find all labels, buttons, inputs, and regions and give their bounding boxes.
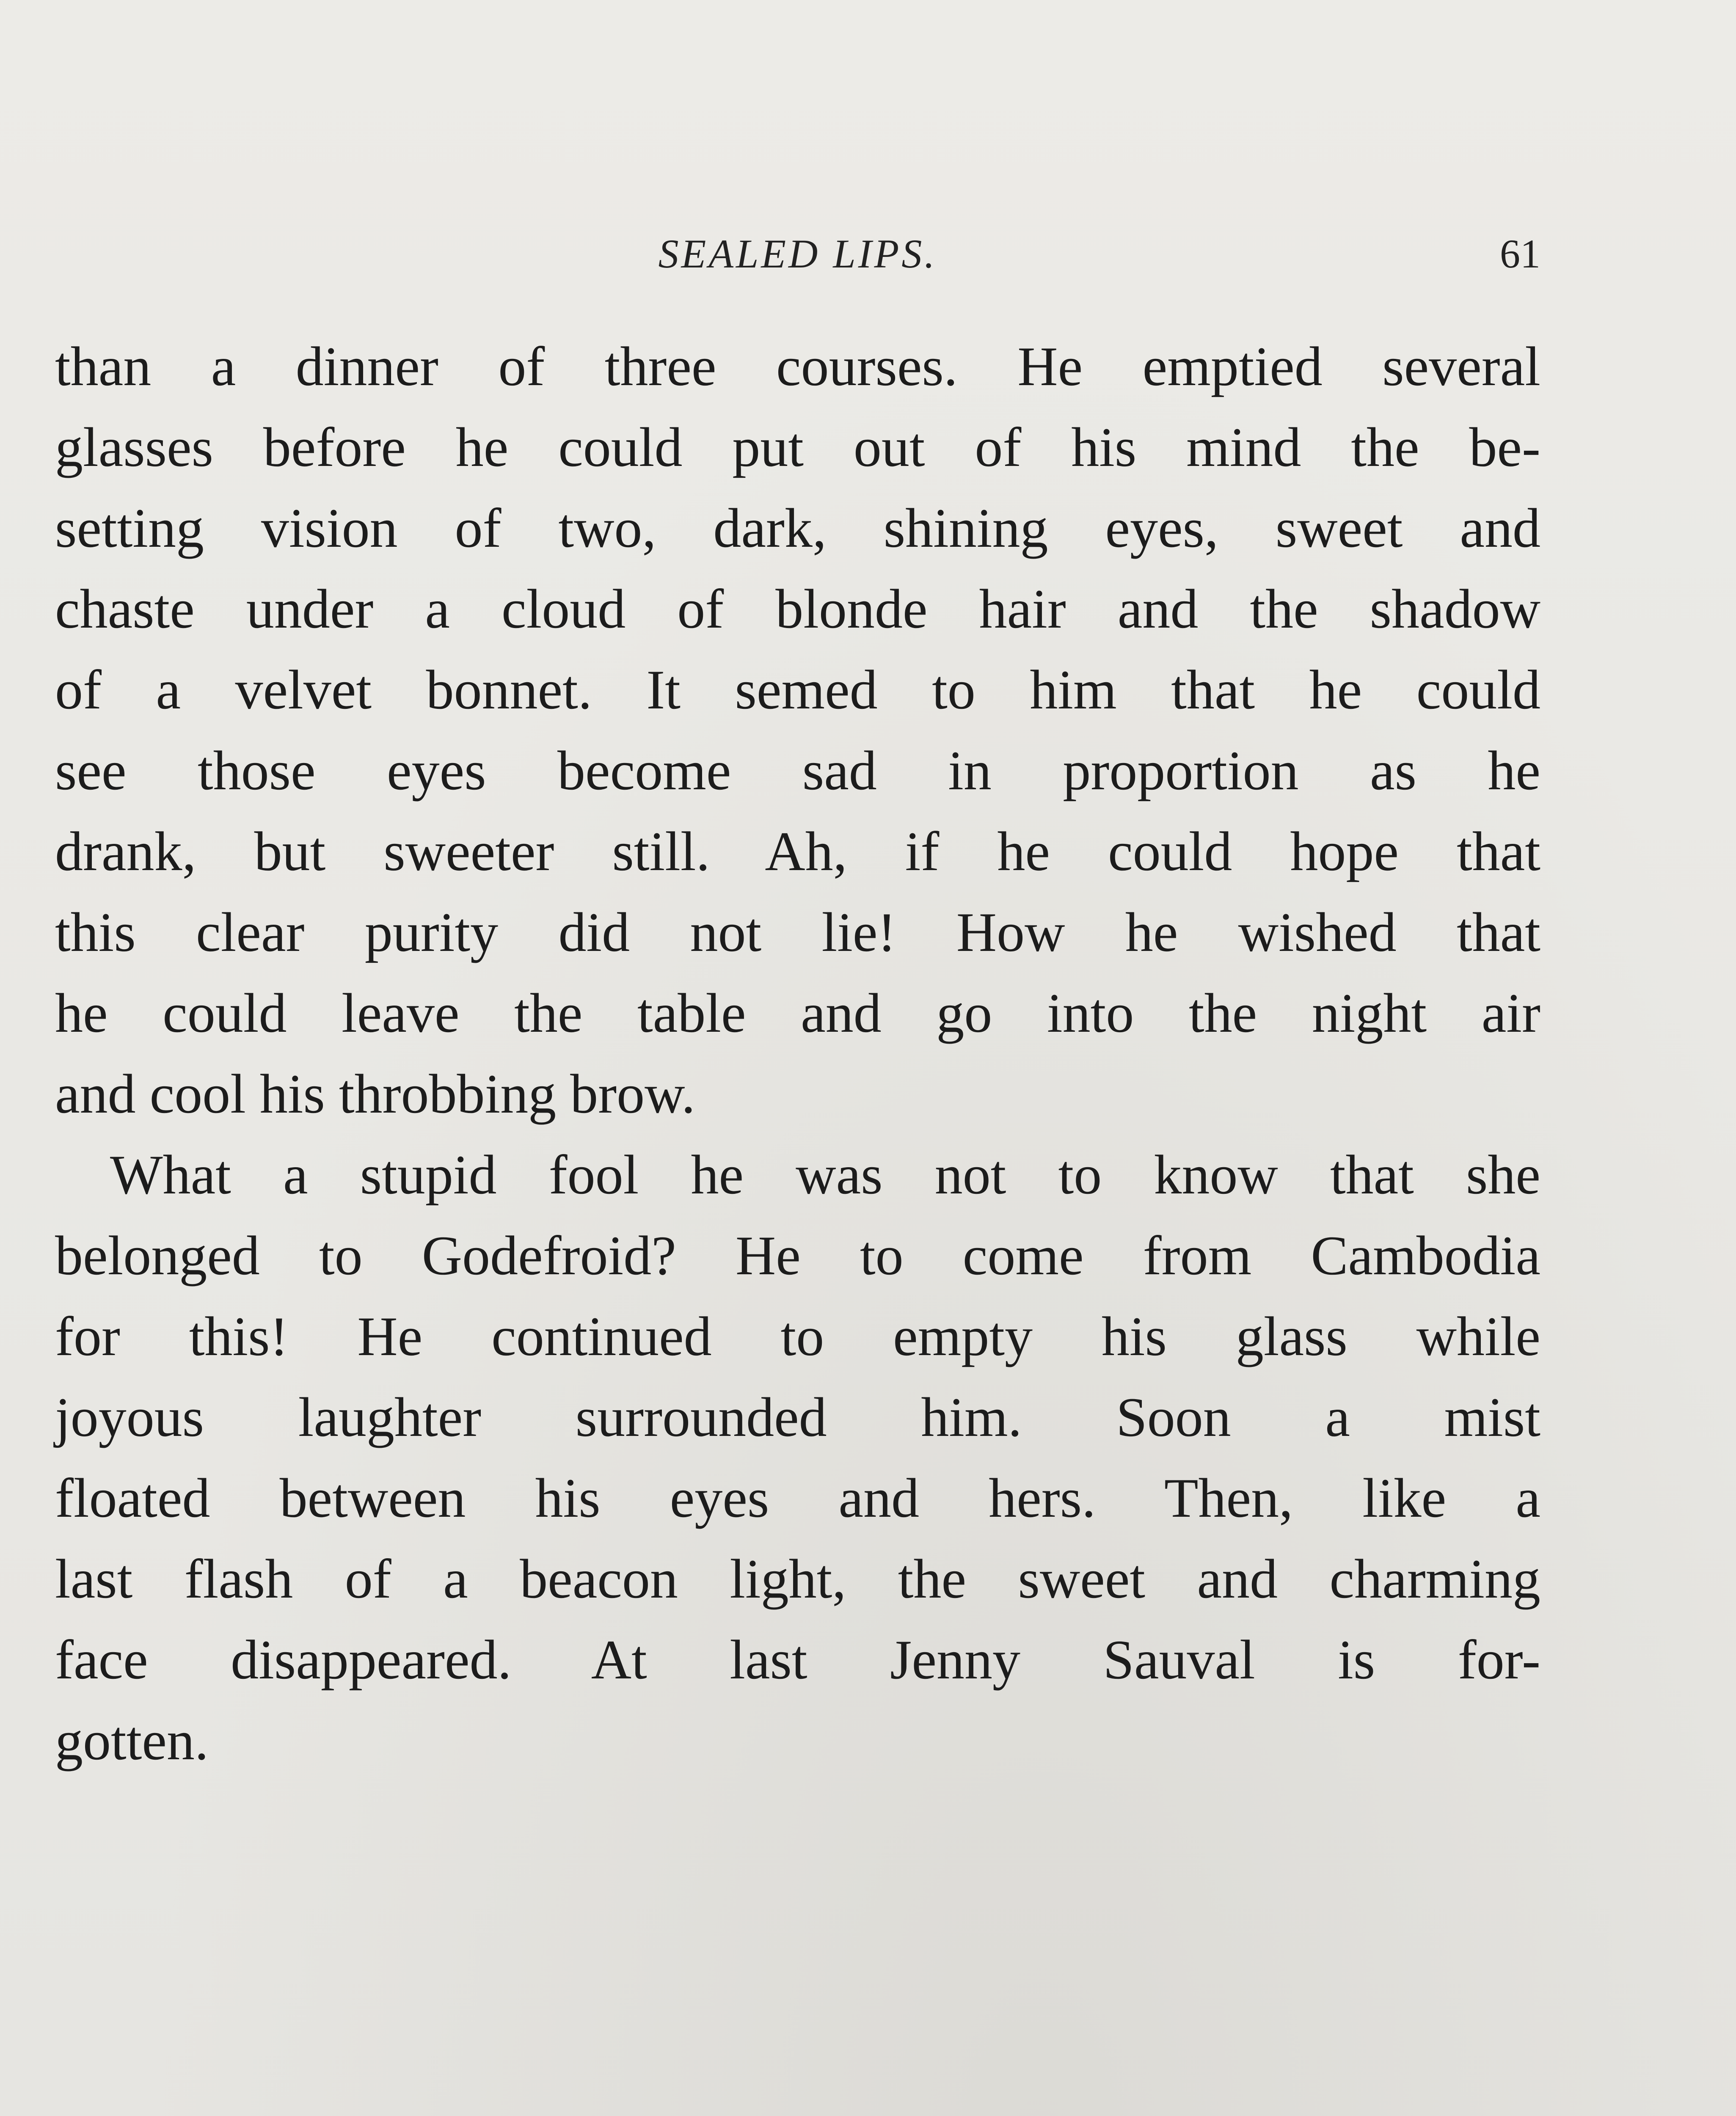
text-line: What a stupid fool he was not to know that she [110, 1143, 1540, 1206]
text-line: he could leave the table and go into the night air [55, 982, 1540, 1044]
text-line: joyous laughter surrounded him. Soon a mist [55, 1386, 1540, 1448]
running-title: SEALED LIPS. [658, 231, 937, 276]
page-header [55, 224, 1540, 284]
text-line: and cool his throbbing brow. [55, 1063, 695, 1125]
text-line: belonged to Godefroid? He to come from Cambodia [55, 1224, 1540, 1287]
text-line: see those eyes become sad in proportion as he [55, 739, 1540, 802]
text-line: of a velvet bonnet. It semed to him that he could [55, 658, 1540, 721]
paragraph-1 [55, 326, 1540, 1134]
text-line: setting vision of two, dark, shining eyes, sweet and [55, 497, 1540, 559]
text-line: than a dinner of three courses. He emptied several [55, 335, 1540, 397]
body-text [55, 326, 1540, 1781]
text-line: face disappeared. At last Jenny Sauval is for- [55, 1628, 1540, 1691]
text-line: last flash of a beacon light, the sweet and charming [55, 1548, 1540, 1610]
text-line: for this! He continued to empty his glass while [55, 1305, 1540, 1367]
text-line: floated between his eyes and hers. Then, like a [55, 1467, 1540, 1529]
text-line: glasses before he could put out of his mind the be- [55, 416, 1540, 478]
text-line: chaste under a cloud of blonde hair and the shadow [55, 578, 1540, 640]
text-line: this clear purity did not lie! How he wished that [55, 901, 1540, 963]
text-line: gotten. [55, 1709, 209, 1772]
page-number: 61 [1500, 231, 1540, 276]
paragraph-2 [55, 1134, 1540, 1781]
text-line: drank, but sweeter still. Ah, if he could hope that [55, 820, 1540, 882]
